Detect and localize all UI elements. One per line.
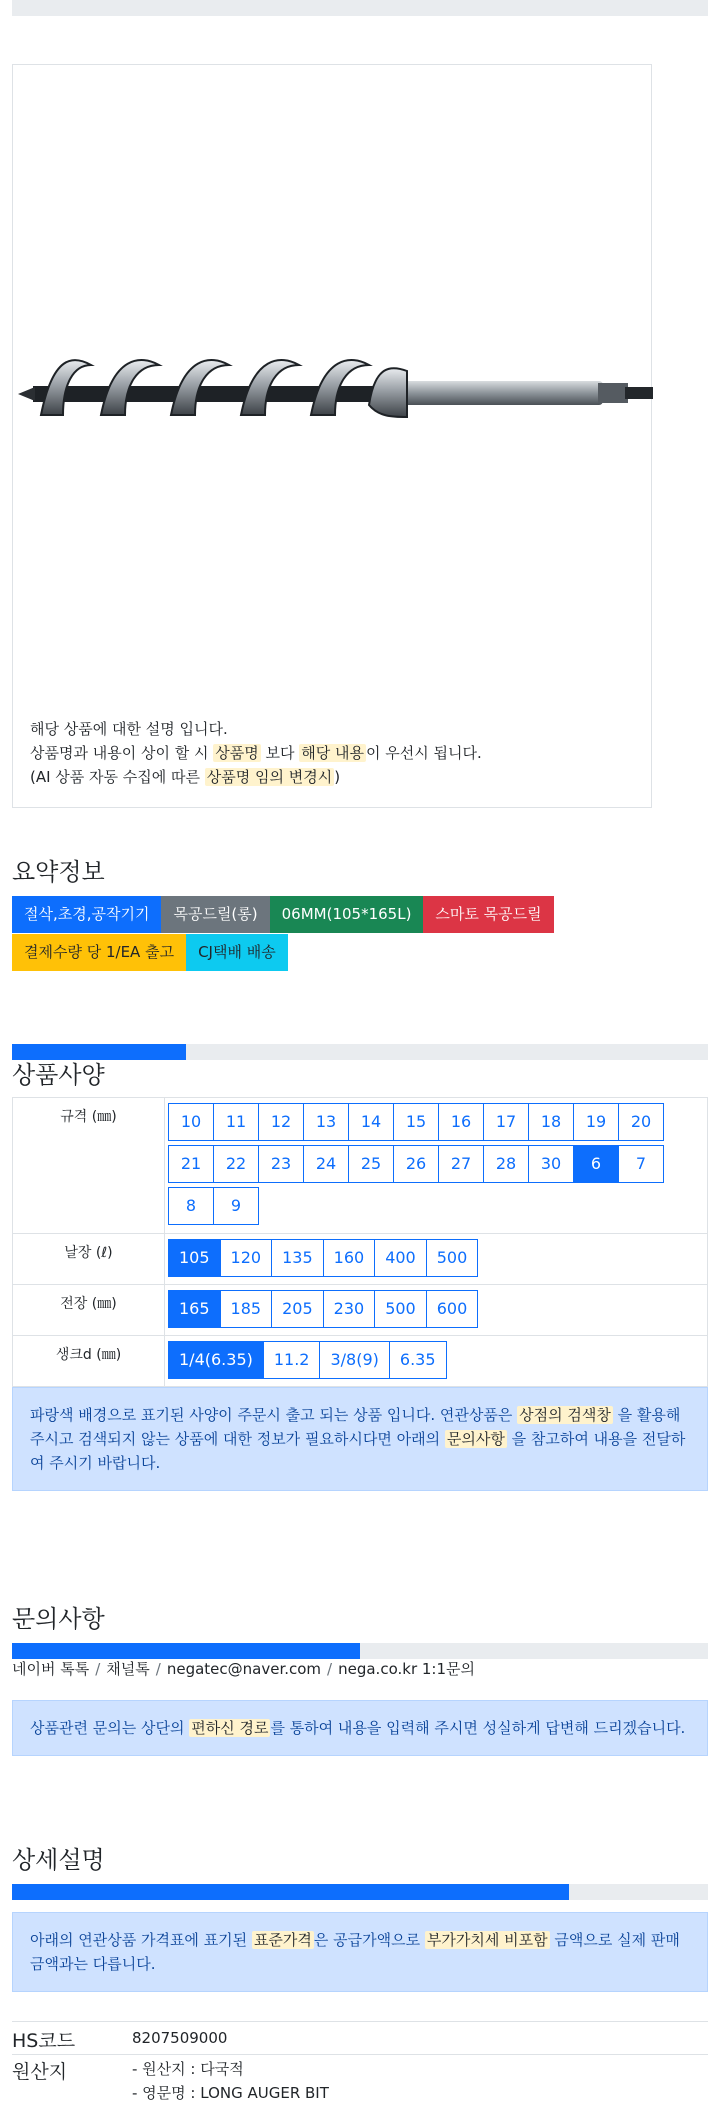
spec-option-button[interactable]: 3/8(9) (319, 1341, 389, 1379)
crumb-channel-talk[interactable]: 채널톡 (106, 1660, 150, 1678)
spec-option-button[interactable]: 30 (528, 1145, 574, 1183)
spec-option-button[interactable]: 10 (168, 1103, 214, 1141)
summary-badges-row-1 (12, 896, 554, 933)
inquiry-notice: 상품관련 문의는 상단의 편하신 경로 를 통하여 내용을 입력해 주시면 성실하게 답변해 드리겠습니다. (12, 1700, 708, 1756)
spec-option-button[interactable]: 600 (426, 1290, 479, 1328)
inquiry-progress-fill (12, 1643, 360, 1659)
spec-label: 전장 (㎜) (13, 1285, 165, 1336)
spec-row-total-length (13, 1285, 708, 1336)
spec-options (165, 1098, 708, 1234)
spec-row-shank (13, 1336, 708, 1387)
product-card (12, 64, 652, 808)
spec-option-button[interactable]: 105 (168, 1239, 221, 1277)
detail-title: 상세설명 (12, 1846, 105, 1874)
spec-option-button[interactable]: 8 (168, 1187, 214, 1225)
spec-option-button[interactable]: 14 (348, 1103, 394, 1141)
spec-option-button[interactable]: 13 (303, 1103, 349, 1141)
spec-option-button[interactable]: 160 (323, 1239, 376, 1277)
crumb-site-inquiry[interactable]: nega.co.kr 1:1문의 (338, 1660, 475, 1678)
product-description (30, 717, 482, 789)
desc-line-1: 해당 상품에 대한 설명 입니다. (30, 720, 228, 738)
info-key: 원산지 (12, 2061, 68, 2083)
info-row-origin (12, 2054, 708, 2103)
spec-title: 상품사양 (12, 1061, 105, 1089)
spec-row-blade (13, 1234, 708, 1285)
info-value: 8207509000 (132, 2029, 228, 2047)
summary-title: 요약정보 (12, 858, 105, 886)
info-row-hs-code (12, 2021, 708, 2054)
spec-option-button[interactable]: 11 (213, 1103, 259, 1141)
spec-option-button[interactable]: 19 (573, 1103, 619, 1141)
spec-options (165, 1336, 708, 1387)
spec-option-button[interactable]: 21 (168, 1145, 214, 1183)
crumb-email[interactable]: negatec@naver.com (166, 1660, 322, 1678)
detail-notice: 아래의 연관상품 가격표에 표기된 표준가격 은 공급가액으로 부가가치세 비포함 금액으로 실제 판매금액과는 다릅니다. (12, 1912, 708, 1992)
spec-option-button[interactable]: 120 (220, 1239, 273, 1277)
badge-shipping: CJ택배 배송 (186, 934, 288, 971)
spec-label: 생크d (㎜) (13, 1336, 165, 1387)
spec-option-button[interactable]: 500 (374, 1290, 427, 1328)
inquiry-progress (12, 1643, 708, 1659)
info-key: HS코드 (12, 2030, 76, 2052)
spec-option-button[interactable]: 25 (348, 1145, 394, 1183)
spec-option-button[interactable]: 16 (438, 1103, 484, 1141)
spec-options (165, 1234, 708, 1285)
crumb-naver-talk[interactable]: 네이버 톡톡 (12, 1660, 90, 1678)
spec-option-button[interactable]: 205 (271, 1290, 324, 1328)
spec-progress-fill (12, 1044, 186, 1060)
badge-category: 절삭,초경,공작기기 (12, 896, 161, 933)
spec-label: 날장 (ℓ) (13, 1234, 165, 1285)
spec-option-button[interactable]: 185 (220, 1290, 273, 1328)
spec-table (12, 1097, 708, 1387)
auger-drill-bit-image (13, 65, 653, 625)
spec-option-button[interactable]: 12 (258, 1103, 304, 1141)
badge-size: 06MM(105*165L) (270, 896, 424, 933)
spec-option-button[interactable]: 20 (618, 1103, 664, 1141)
spec-option-button[interactable]: 18 (528, 1103, 574, 1141)
spec-option-button[interactable]: 28 (483, 1145, 529, 1183)
desc-line-3: (AI 상품 자동 수집에 따른 상품명 임의 변경시 ) (30, 768, 341, 786)
spec-option-button[interactable]: 24 (303, 1145, 349, 1183)
spec-row-size (13, 1098, 708, 1234)
spec-options (165, 1285, 708, 1336)
badge-quantity: 결제수량 당 1/EA 출고 (12, 934, 186, 971)
spec-option-button[interactable]: 6.35 (389, 1341, 447, 1379)
spec-option-button[interactable]: 1/4(6.35) (168, 1341, 264, 1379)
spec-option-button[interactable]: 23 (258, 1145, 304, 1183)
spec-option-button[interactable]: 6 (573, 1145, 619, 1183)
detail-progress-fill (12, 1884, 569, 1900)
detail-progress (12, 1884, 708, 1900)
info-value: - 원산지 : 다국적 - 영문명 : LONG AUGER BIT (132, 2060, 329, 2102)
spec-option-button[interactable]: 400 (374, 1239, 427, 1277)
spec-notice: 파랑색 배경으로 표기된 사양이 주문시 출고 되는 상품 입니다. 연관상품은 상점의 검색창 을 활용해 주시고 검색되지 않는 상품에 대한 정보가 필요하시다면 아래의 문의사항 을 참고하여 내용을 전달하여 주시기 바랍니다. (12, 1387, 708, 1491)
spec-label: 규격 (㎜) (13, 1098, 165, 1234)
spec-option-button[interactable]: 500 (426, 1239, 479, 1277)
spec-option-button[interactable]: 26 (393, 1145, 439, 1183)
spec-option-button[interactable]: 22 (213, 1145, 259, 1183)
inquiry-title: 문의사항 (12, 1605, 105, 1633)
summary-badges-row-2 (12, 934, 288, 971)
spec-option-button[interactable]: 7 (618, 1145, 664, 1183)
spec-option-button[interactable]: 27 (438, 1145, 484, 1183)
spec-option-button[interactable]: 17 (483, 1103, 529, 1141)
spec-option-button[interactable]: 15 (393, 1103, 439, 1141)
spec-option-button[interactable]: 165 (168, 1290, 221, 1328)
spec-option-button[interactable]: 230 (323, 1290, 376, 1328)
spec-progress (12, 1044, 708, 1060)
badge-brand: 스마토 목공드릴 (423, 896, 553, 933)
spec-option-button[interactable]: 9 (213, 1187, 259, 1225)
top-bar (12, 0, 708, 16)
spec-option-button[interactable]: 11.2 (263, 1341, 321, 1379)
badge-type: 목공드릴(롱) (161, 896, 269, 933)
inquiry-breadcrumb: 네이버 톡톡 / 채널톡 / negatec@naver.com / nega.co.kr 1:1문의 (12, 1660, 475, 1678)
desc-line-2: 상품명과 내용이 상이 할 시 상품명 보다 해당 내용 이 우선시 됩니다. (30, 744, 482, 762)
spec-option-button[interactable]: 135 (271, 1239, 324, 1277)
